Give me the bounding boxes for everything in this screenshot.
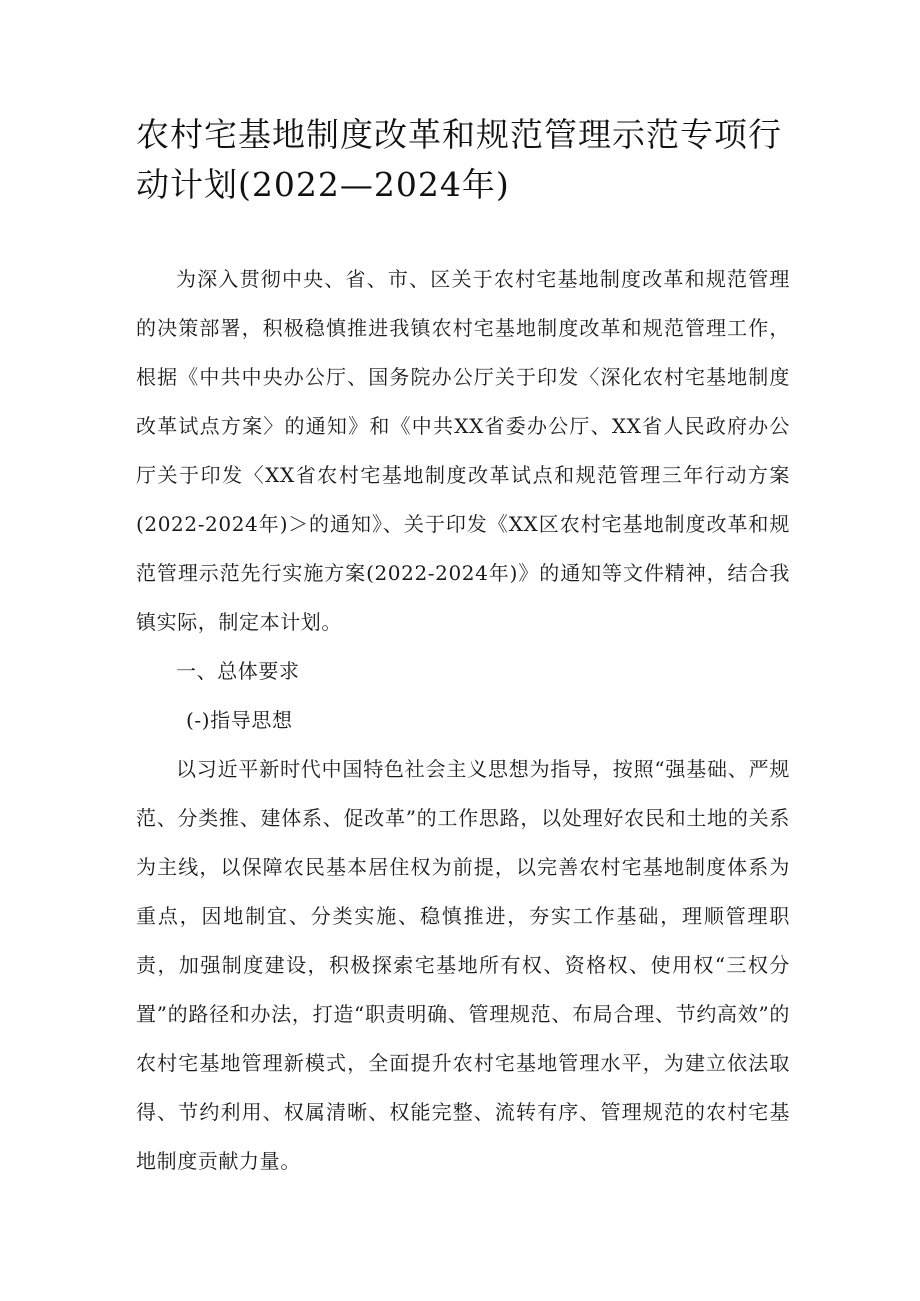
- intro-paragraph: 为深入贯彻中央、省、市、区关于农村宅基地制度改革和规范管理的决策部署，积极稳慎推进我镇农村宅基地制度改革和规范管理工作，根据《中共中央办公厅、国务院办公厅关于印发〈深化农村宅基地制度改革试点方案〉的通知》和《中共XX省委办公厅、XX省人民政府办公厅关于印发〈XX省农村宅基地制度改革试点和规范管理三年行动方案(2022-2024年)＞的通知》、关于印发《XX区农村宅基地制度改革和规范管理示范先行实施方案(2022-2024年)》的通知等文件精神，结合我镇实际，制定本计划。: [136, 267, 790, 634]
- subsection-heading-guiding-ideology: (-)指导思想: [186, 708, 293, 732]
- guiding-ideology-paragraph: 以习近平新时代中国特色社会主义思想为指导，按照“强基础、严规范、分类推、建体系、促改革”的工作思路，以处理好农民和土地的关系为主线，以保障农民基本居住权为前提，以完善农村宅基地制度体系为重点，因地制宜、分类实施、稳慎推进，夯实工作基础，理顺管理职责，加强制度建设，积极探索宅基地所有权、资格权、使用权“三权分置”的路径和办法，打造“职责明确、管理规范、布局合理、节约高效”的农村宅基地管理新模式，全面提升农村宅基地管理水平，为建立依法取得、节约利用、权属清晰、权能完整、流转有序、管理规范的农村宅基地制度贡献力量。: [136, 757, 790, 1173]
- document-body: [136, 255, 790, 1186]
- document-title: 农村宅基地制度改革和规范管理示范专项行动计划(2022—2024年): [136, 115, 782, 204]
- section-heading-general-requirements: 一、总体要求: [176, 659, 300, 683]
